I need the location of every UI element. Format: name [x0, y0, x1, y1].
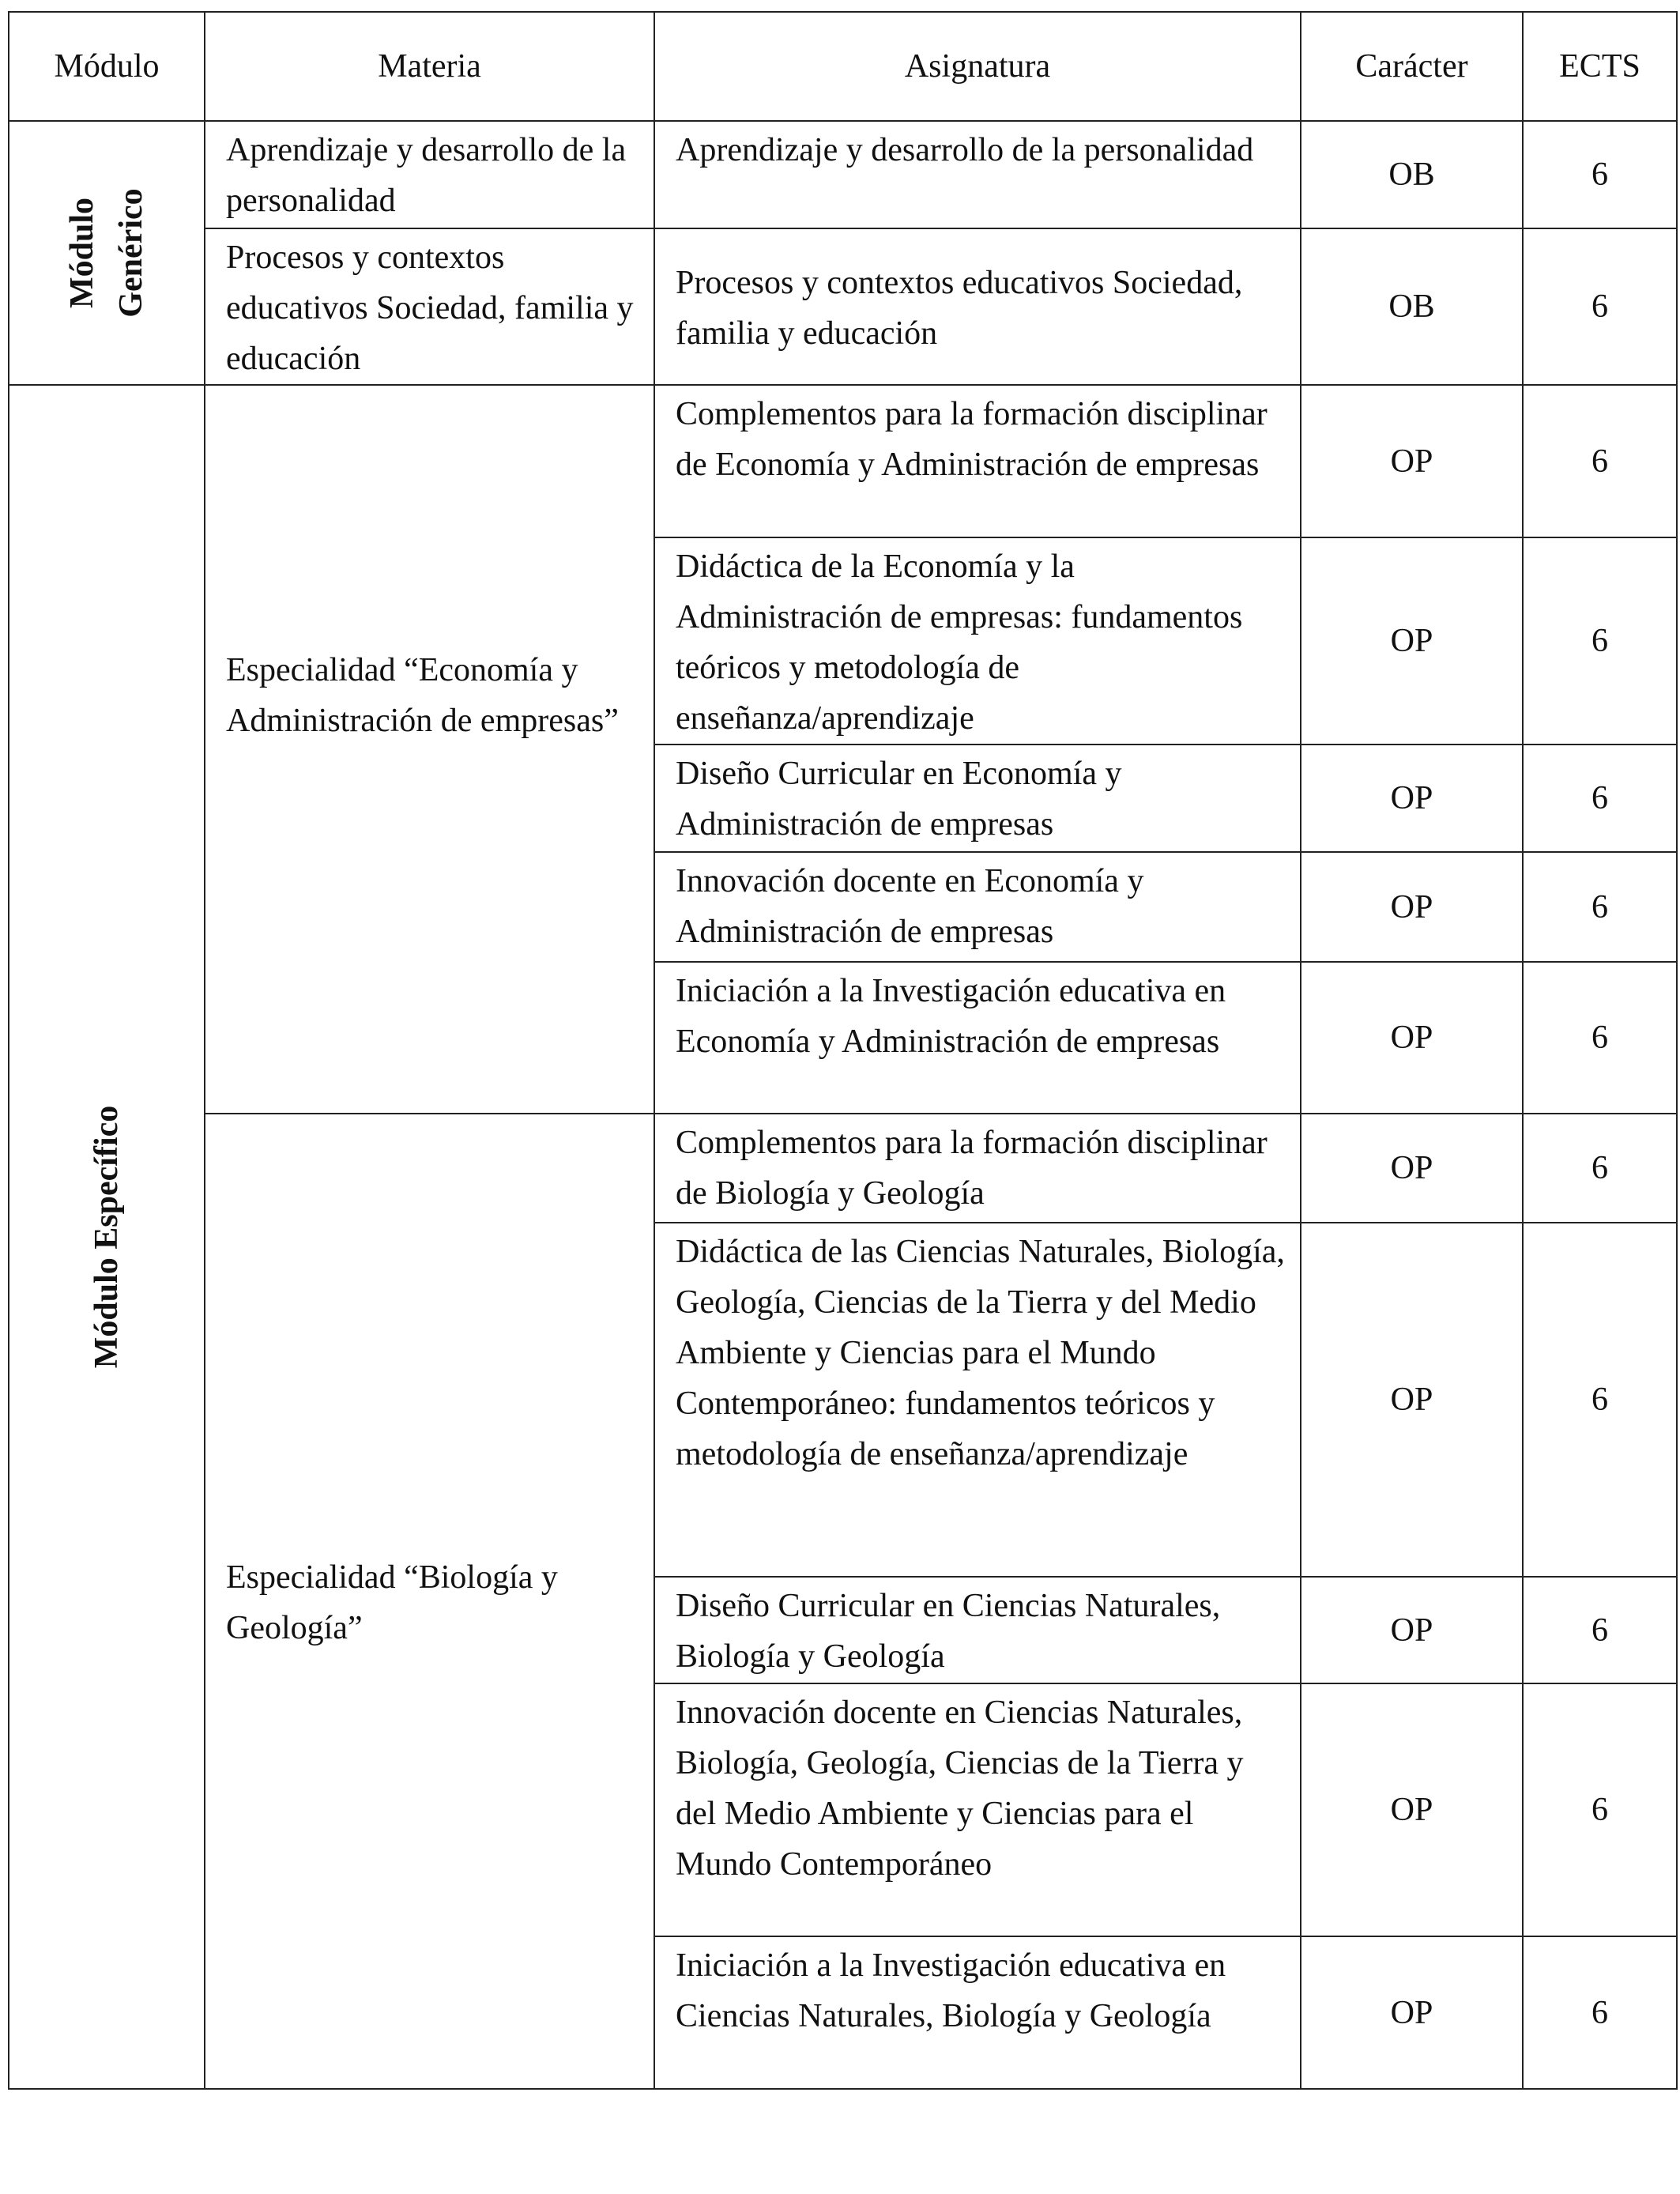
caracter-cell: OP [1301, 1577, 1523, 1683]
asignatura-cell: Didáctica de la Economía y la Administración de empresas: fundamentos teóricos y metodología de enseñanza/aprendizaje [654, 537, 1301, 745]
header-caracter: Carácter [1301, 12, 1523, 121]
ects-cell: 6 [1523, 962, 1677, 1114]
ects-cell: 6 [1523, 385, 1677, 537]
module-generico-label: Módulo Genérico [64, 188, 149, 318]
materia-cell: Especialidad “Economía y Administración de empresas” [205, 385, 654, 1114]
asignatura-cell: Innovación docente en Ciencias Naturales, Biología, Geología, Ciencias de la Tierra y del Medio Ambiente y Ciencias para el Mundo Contemporáneo [654, 1683, 1301, 1936]
ects-cell: 6 [1523, 1936, 1677, 2089]
caracter-cell: OP [1301, 745, 1523, 852]
ects-cell: 6 [1523, 537, 1677, 745]
asignatura-cell: Innovación docente en Economía y Administración de empresas [654, 852, 1301, 962]
ects-cell: 6 [1523, 1577, 1677, 1683]
asignatura-cell: Aprendizaje y desarrollo de la personalidad [654, 121, 1301, 228]
caracter-cell: OB [1301, 228, 1523, 385]
ects-cell: 6 [1523, 852, 1677, 962]
header-materia: Materia [205, 12, 654, 121]
caracter-cell: OP [1301, 1683, 1523, 1936]
ects-cell: 6 [1523, 1114, 1677, 1223]
asignatura-cell: Complementos para la formación disciplinar de Biología y Geología [654, 1114, 1301, 1223]
table-row [9, 1114, 1677, 1223]
module-especifico-label: Módulo Específico [89, 1105, 125, 1369]
materia-cell: Procesos y contextos educativos Sociedad, familia y educación [205, 228, 654, 385]
caracter-cell: OP [1301, 1936, 1523, 2089]
asignatura-cell: Iniciación a la Investigación educativa en Ciencias Naturales, Biología y Geología [654, 1936, 1301, 2089]
table-row [9, 385, 1677, 537]
asignatura-cell: Iniciación a la Investigación educativa en Economía y Administración de empresas [654, 962, 1301, 1114]
caracter-cell: OP [1301, 1114, 1523, 1223]
asignatura-cell: Diseño Curricular en Economía y Administración de empresas [654, 745, 1301, 852]
ects-cell: 6 [1523, 1683, 1677, 1936]
ects-cell: 6 [1523, 745, 1677, 852]
module-especifico-cell [9, 385, 205, 2089]
asignatura-cell: Complementos para la formación disciplinar de Economía y Administración de empresas [654, 385, 1301, 537]
curriculum-table [8, 11, 1678, 2090]
caracter-cell: OP [1301, 537, 1523, 745]
asignatura-cell: Procesos y contextos educativos Sociedad, familia y educación [654, 228, 1301, 385]
table-row [9, 228, 1677, 385]
header-ects: ECTS [1523, 12, 1677, 121]
materia-cell: Aprendizaje y desarrollo de la personalidad [205, 121, 654, 228]
header-row [9, 12, 1677, 121]
caracter-cell: OP [1301, 962, 1523, 1114]
caracter-cell: OB [1301, 121, 1523, 228]
materia-cell: Especialidad “Biología y Geología” [205, 1114, 654, 2089]
asignatura-cell: Didáctica de las Ciencias Naturales, Biología, Geología, Ciencias de la Tierra y del Medio Ambiente y Ciencias para el Mundo Contemporáneo: fundamentos teóricos y metodología de enseñanza/aprendizaje [654, 1223, 1301, 1577]
caracter-cell: OP [1301, 1223, 1523, 1577]
header-modulo: Módulo [9, 12, 205, 121]
ects-cell: 6 [1523, 121, 1677, 228]
asignatura-cell: Diseño Curricular en Ciencias Naturales, Biología y Geología [654, 1577, 1301, 1683]
ects-cell: 6 [1523, 228, 1677, 385]
caracter-cell: OP [1301, 852, 1523, 962]
caracter-cell: OP [1301, 385, 1523, 537]
table-row [9, 121, 1677, 228]
ects-cell: 6 [1523, 1223, 1677, 1577]
header-asignatura: Asignatura [654, 12, 1301, 121]
module-generico-cell [9, 121, 205, 385]
